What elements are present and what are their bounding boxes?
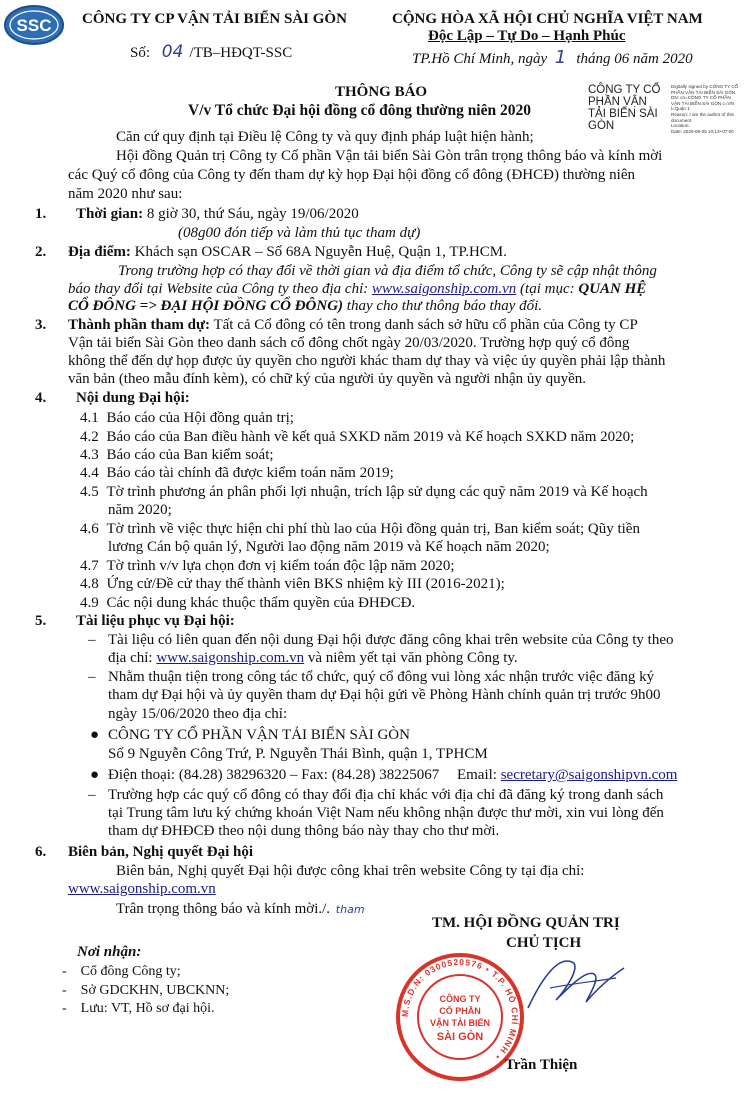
agenda-item [80, 557, 455, 576]
recipient-item: - Cổ đông Công ty; [62, 964, 181, 979]
address-contact [108, 766, 677, 785]
section-5-label: Tài liệu phục vụ Đại hội: [76, 613, 235, 629]
seal-line: CÔNG TY [439, 994, 481, 1004]
closing-sentence: Trân trọng thông báo và kính mời./. [116, 901, 331, 917]
section-2-note-1: Trong trường hợp có thay đổi về thời gian và địa điểm tổ chức, Công ty sẽ cập nhật thông [118, 263, 657, 279]
notice-subject: V/v Tổ chức Đại hội đồng cổ đông thường niên 2020 [188, 102, 531, 119]
intro-invite-1: Hội đồng Quản trị Công ty Cổ phần Vận tải biển Sài Gòn trân trọng thông báo và kính mời [116, 148, 663, 164]
agenda-item-number: 4.7 [80, 558, 99, 574]
agenda-item [80, 464, 394, 483]
ds-name-line: CÔNG TY CỔ [588, 84, 661, 96]
section-2-venue [68, 243, 507, 262]
section-3-label: Thành phần tham dự: [68, 317, 210, 333]
agenda-item-text: Báo cáo tài chính đã được kiểm toán năm 2019; [106, 465, 394, 481]
issue-date [412, 48, 693, 69]
agenda-item-text: Báo cáo của Ban kiểm soát; [106, 447, 274, 463]
date-prefix: TP.Hồ Chí Minh, ngày [412, 51, 548, 67]
section-5-b1-2b: và niêm yết tại văn phòng Công ty. [307, 650, 518, 666]
doc-number-suffix: /TB–HĐQT-SSC [189, 45, 293, 61]
section-2-number: 2. [35, 244, 47, 260]
address-email-label: Email: [456, 767, 497, 783]
section-3-line-2: Vận tải biển Sài Gòn theo danh sách cổ đông chốt ngày 20/03/2020. Trường hợp quý cổ đông [68, 335, 630, 351]
section-1-note: (08g00 đón tiếp và làm thủ tục tham dự) [178, 225, 421, 241]
logo-text: SSC [16, 16, 52, 35]
agenda-item-text: Ứng cử/Đề cử thay thế thành viên BKS nhiệm kỳ III (2016-2021); [106, 576, 505, 592]
section-2-note-2b: (tại mục: [520, 281, 575, 297]
section-2-label: Địa điểm: [68, 244, 131, 260]
notice-title: THÔNG BÁO [335, 84, 428, 100]
section-6-number: 6. [35, 844, 47, 860]
ds-detail-line: DN: cn=CÔNG TY CỔ PHẦN [671, 95, 731, 101]
section-5-b3-line-1: Trường hợp các quý cổ đông có thay đổi địa chỉ khác với địa chỉ đã đăng ký trong danh sách [108, 787, 664, 803]
section-5-b3-line-2: tại Trung tâm lưu ký chứng khoán Việt Nam nếu không nhận được thư mời, xin vui lòng đến [108, 805, 664, 821]
company-name: CÔNG TY CP VẬN TẢI BIỂN SÀI GÒN [82, 11, 347, 27]
intro-invite-2: các Quý cổ đông của Công ty đến tham dự kỳ họp Đại hội đồng cổ đông (ĐHCĐ) thường niên [68, 167, 636, 183]
intro-invite-3: năm 2020 như sau: [68, 186, 183, 202]
doc-number-handwritten: 04 [161, 42, 184, 62]
section-6-label: Biên bản, Nghị quyết Đại hội [68, 844, 254, 860]
section-3-line-4: văn bản (theo mẫu đính kèm), có chữ ký của người ủy quyền và người nhận ủy quyền. [68, 371, 587, 387]
section-5-b2-line-2: tham dự Đại hội và ủy quyền tham dự Đại hội gửi về Phòng Hành chính quản trị trước 9h00 [108, 687, 661, 703]
digital-signature-details [671, 84, 749, 134]
ds-name-line: PHẦN VẬN [588, 96, 647, 108]
seal-line: SÀI GÒN [436, 1031, 484, 1043]
agenda-item [80, 446, 274, 465]
website-link[interactable]: www.saigonship.com.vn [371, 281, 517, 297]
agenda-item-number: 4.2 [80, 429, 99, 445]
section-3-line-3: không thể đến dự họp được ủy quyền cho người khác tham dự thay và việc ủy quyền phải lập thành [68, 353, 666, 369]
recipient-text: Sở GDCKHN, UBCKNN; [80, 983, 230, 998]
agenda-item-text: Tờ trình phương án phân phối lợi nhuận, trích lập sử dụng các quỹ năm 2019 và Kế hoạch [106, 484, 648, 500]
section-2-note-bold-1: QUAN HỆ [578, 281, 647, 297]
agenda-item [80, 520, 640, 539]
ds-name-line: TẢI BIỂN SÀI [588, 108, 658, 120]
ds-detail-line: VẬN TẢI BIỂN SÀI GÒN c=VN [671, 100, 734, 106]
section-2-note-3b: thay cho thư thông báo thay đổi. [346, 298, 543, 314]
agenda-item-text: Báo cáo của Ban điều hành về kết quả SXKD năm 2019 và Kế hoạch SXKD năm 2020; [106, 429, 635, 445]
agenda-item-text: Tờ trình v/v lựa chọn đơn vị kiểm toán độc lập năm 2020; [106, 558, 455, 574]
recipients-heading: Nơi nhận: [77, 944, 142, 960]
agenda-item [80, 428, 634, 447]
section-5-b1-line-1: Tài liệu có liên quan đến nội dung Đại hội được đăng công khai trên website của Công ty theo [108, 632, 674, 648]
section-2-note-3 [68, 297, 542, 316]
ds-detail-line: document [671, 117, 692, 123]
section-1-time [76, 205, 359, 224]
republic-title: CỘNG HÒA XÃ HỘI CHỦ NGHĨA VIỆT NAM [392, 11, 703, 27]
address-company: CÔNG TY CỔ PHẦN VẬN TẢI BIỂN SÀI GÒN [108, 727, 410, 743]
section-1-text: 8 giờ 30, thứ Sáu, ngày 19/06/2020 [146, 206, 359, 222]
ds-detail-line: Location: [671, 123, 690, 129]
section-5-b2-line-3: ngày 15/06/2020 theo địa chỉ: [108, 706, 288, 722]
section-3-number: 3. [35, 317, 47, 333]
section-2-note-bold-2: CỔ ĐÔNG => ĐẠI HỘI ĐỒNG CỔ ĐÔNG) [68, 298, 344, 314]
website-link[interactable]: www.saigonship.com.vn [68, 881, 216, 897]
doc-number [130, 43, 292, 63]
agenda-item-number: 4.9 [80, 595, 99, 611]
ds-detail-line: Reason: I am the author of this [671, 111, 734, 117]
closing-text [116, 900, 365, 919]
section-1-label: Thời gian: [76, 206, 144, 222]
agenda-item [80, 594, 415, 613]
ds-detail-line: l=Quận 1 [671, 106, 690, 112]
section-5-b1-line-2 [108, 649, 518, 668]
doc-number-prefix: Số: [130, 45, 151, 61]
agenda-item [80, 575, 505, 594]
recipient-item: - Lưu: VT, Hồ sơ đại hội. [62, 1001, 215, 1016]
section-4-number: 4. [35, 390, 47, 406]
address-street: Số 9 Nguyễn Công Trứ, P. Nguyễn Thái Bình, quận 1, TPHCM [108, 746, 488, 762]
section-5-b3-line-3: tham dự ĐHĐCĐ theo nội dung thông báo này thay cho thư mời. [108, 823, 500, 839]
section-2-text: Khách sạn OSCAR – Số 68A Nguyễn Huệ, Quận 1, TP.HCM. [134, 244, 507, 260]
intro-basis: Căn cứ quy định tại Điều lệ Công ty và quy định pháp luật hiện hành; [116, 129, 534, 145]
section-3-text: Tất cả Cổ đông có tên trong danh sách sở hữu cổ phần của Công ty CP [213, 317, 638, 333]
section-3-line-1 [68, 316, 638, 335]
website-link[interactable]: www.saigonship.com.vn [156, 650, 305, 666]
seal-line: VẬN TẢI BIỂN [429, 1018, 491, 1028]
company-logo [3, 4, 65, 46]
seal-line: CỔ PHẦN [439, 1006, 481, 1016]
ds-detail-line: Date: 2020-06-05 10:13+07:00 [671, 128, 734, 134]
agenda-item-text: Tờ trình về việc thực hiện chi phí thù lao của Hội đồng quản trị, Ban kiểm soát; Qũy tiền [106, 521, 640, 537]
signatory-name: Trần Thiện [505, 1057, 578, 1073]
ds-detail-line: Digitally signed by CÔNG TY CỔ [671, 84, 739, 89]
agenda-item [80, 409, 294, 428]
handwritten-signature [520, 948, 630, 1018]
signature-role: CHỦ TỊCH [506, 935, 582, 951]
agenda-item-number: 4.1 [80, 410, 99, 426]
bullet-dot: ● [90, 767, 100, 783]
ds-detail-line: PHẦN VẬN TẢI BIỂN SÀI GÒN [671, 89, 736, 95]
section-2-note-2a: báo thay đổi tại Website của Công ty theo địa chỉ: [68, 281, 369, 297]
bullet-dash: – [88, 787, 96, 803]
recipient-text: Lưu: VT, Hồ sơ đại hội. [80, 1001, 215, 1016]
seal-ring-text: M.S.D.N: 0300520576 • T.P. HỒ CHÍ MINH • [399, 956, 521, 1063]
ds-name-line: GÒN [588, 120, 615, 132]
date-suffix: tháng 06 năm 2020 [576, 51, 693, 67]
agenda-item-number: 4.8 [80, 576, 99, 592]
agenda-item-text: Báo cáo của Hội đồng quản trị; [106, 410, 294, 426]
agenda-item-text: Các nội dung khác thuộc thẩm quyền của ĐHĐCĐ. [106, 595, 416, 611]
signature-for-line: TM. HỘI ĐỒNG QUẢN TRỊ [432, 915, 620, 931]
agenda-item-number: 4.3 [80, 447, 99, 463]
agenda-item-number: 4.6 [80, 521, 99, 537]
agenda-item-cont: lương Cán bộ quản lý, Người lao động năm 2019 và Kế hoạch năm 2020; [108, 539, 550, 555]
address-phone: Điện thoại: (84.28) 38296320 – Fax: (84.28) 38225067 [108, 767, 440, 783]
digital-signature-name [588, 84, 668, 132]
agenda-item [80, 483, 648, 502]
agenda-item-number: 4.4 [80, 465, 99, 481]
section-4-label: Nội dung Đại hội: [76, 390, 190, 406]
agenda-item-cont: năm 2020; [108, 502, 172, 518]
section-1-number: 1. [35, 206, 47, 222]
national-motto: Độc Lập – Tự Do – Hạnh Phúc [428, 28, 626, 44]
initials-handwritten: tham [335, 903, 365, 916]
section-5-b2-line-1: Nhằm thuận tiện trong công tác tổ chức, quý cổ đông vui lòng xác nhận trước việc đăng ký [108, 669, 655, 685]
agenda-item-number: 4.5 [80, 484, 99, 500]
bullet-dot: ● [90, 727, 100, 743]
recipient-item: - Sở GDCKHN, UBCKNN; [62, 983, 230, 998]
section-5-b1-2a: địa chỉ: [108, 650, 153, 666]
date-day-handwritten: 1 [554, 47, 567, 68]
recipient-text: Cổ đông Công ty; [80, 964, 181, 979]
section-5-number: 5. [35, 613, 47, 629]
bullet-dash: – [88, 632, 96, 648]
email-link[interactable]: secretary@saigonshipvn.com [500, 767, 678, 783]
section-6-line-1: Biên bản, Nghị quyết Đại hội được công khai trên website Công ty tại địa chỉ: [116, 863, 585, 879]
bullet-dash: – [88, 669, 96, 685]
